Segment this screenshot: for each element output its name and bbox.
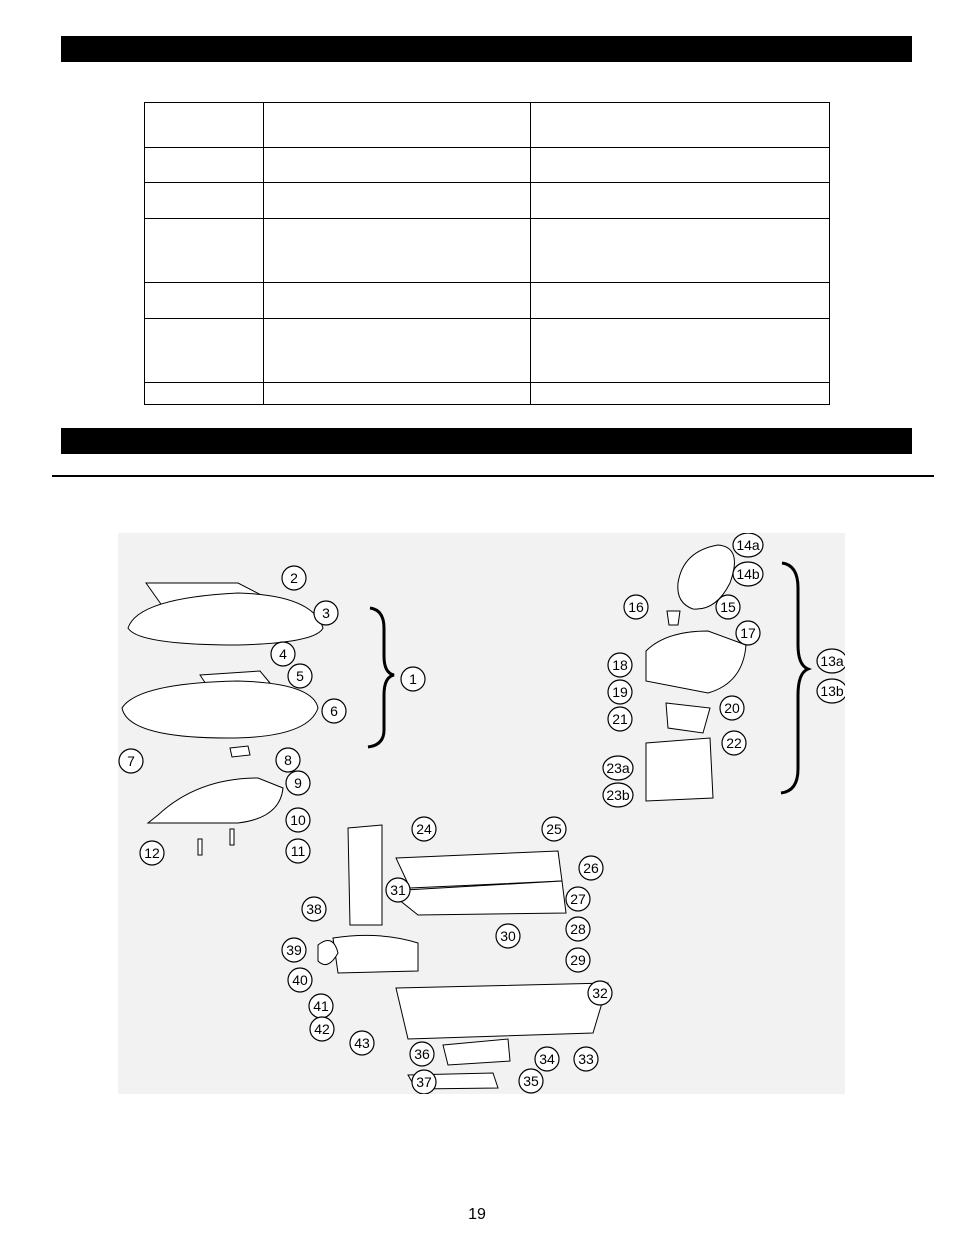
spec-table-row	[145, 148, 830, 183]
header-bar-middle	[61, 428, 912, 454]
spec-table-cell	[145, 383, 264, 405]
spec-table-cell	[531, 148, 830, 183]
spec-table-cell	[264, 148, 531, 183]
spec-table-cell	[145, 283, 264, 319]
column-base-part	[333, 935, 418, 973]
top-cover-part	[128, 593, 323, 645]
callout-label: 37	[416, 1074, 432, 1090]
callout-label: 19	[612, 684, 628, 700]
spec-table-cell	[531, 183, 830, 219]
callout-label: 13b	[820, 683, 844, 699]
circuit-housing-part	[122, 681, 318, 738]
callout-label: 14b	[736, 566, 760, 582]
section-divider	[52, 475, 934, 477]
callout-label: 24	[416, 821, 432, 837]
spec-table-cell	[145, 219, 264, 283]
callout-label: 22	[726, 735, 742, 751]
callout-label: 14a	[736, 537, 760, 553]
pin-part	[230, 829, 234, 845]
callout-label: 2	[290, 570, 298, 586]
callout-label: 35	[523, 1073, 539, 1089]
exploded-parts-diagram	[118, 533, 845, 1094]
callout-label: 5	[296, 668, 304, 684]
spec-table-cell	[145, 319, 264, 383]
callout-label: 42	[314, 1021, 330, 1037]
column-bracket-part	[646, 738, 713, 801]
spec-table-cell	[264, 103, 531, 148]
spec-table-cell	[531, 103, 830, 148]
spec-table-row	[145, 383, 830, 405]
callout-label: 23b	[606, 787, 630, 803]
callout-label: 30	[500, 928, 516, 944]
spec-table-cell	[264, 319, 531, 383]
diagram-svg	[118, 533, 845, 1094]
spec-table-row	[145, 103, 830, 148]
spec-table	[144, 102, 830, 405]
callout-label: 9	[294, 775, 302, 791]
callout-label: 10	[290, 812, 306, 828]
callout-label: 34	[539, 1051, 555, 1067]
column-tube-part	[348, 825, 382, 925]
spec-table-row	[145, 219, 830, 283]
callout-label: 8	[284, 752, 292, 768]
callout-label: 16	[628, 599, 644, 615]
callout-label: 11	[290, 843, 306, 859]
callout-label: 33	[578, 1051, 594, 1067]
spec-table-row	[145, 183, 830, 219]
spec-table-cell	[531, 283, 830, 319]
spec-table-cell	[264, 183, 531, 219]
bearing-part	[666, 703, 710, 733]
brace-left	[368, 608, 394, 747]
callout-label: 43	[354, 1035, 370, 1051]
spec-table-cell	[531, 319, 830, 383]
callout-label: 27	[570, 891, 586, 907]
callout-label: 17	[740, 625, 756, 641]
connector-plate-part	[230, 746, 250, 757]
spec-table-cell	[531, 219, 830, 283]
spec-table-cell	[145, 148, 264, 183]
callout-label: 26	[583, 860, 599, 876]
brace-right	[781, 563, 808, 793]
spec-table-cell	[531, 383, 830, 405]
callout-label: 31	[390, 882, 406, 898]
callout-label: 36	[414, 1046, 430, 1062]
callout-label: 38	[306, 901, 322, 917]
callout-label: 18	[612, 657, 628, 673]
callout-label: 13a	[820, 653, 844, 669]
callout-label: 29	[570, 952, 586, 968]
callout-label: 15	[720, 599, 736, 615]
bottom-bracket-part	[443, 1039, 510, 1065]
knob-part	[667, 611, 680, 625]
callout-label: 20	[724, 700, 740, 716]
spec-table-cell	[145, 103, 264, 148]
callout-label: 1	[409, 671, 417, 687]
callout-label: 12	[144, 845, 160, 861]
spec-table-row	[145, 319, 830, 383]
callout-label: 41	[313, 998, 329, 1014]
callout-label: 23a	[606, 760, 630, 776]
callout-label: 3	[322, 605, 330, 621]
header-bar-top	[61, 36, 912, 62]
page-number: 19	[468, 1206, 486, 1223]
callout-label: 40	[292, 972, 308, 988]
base-housing-part	[148, 778, 283, 823]
callout-label: 4	[279, 646, 287, 662]
callout-label: 32	[592, 985, 608, 1001]
spec-table-cell	[145, 183, 264, 219]
spec-table-cell	[264, 283, 531, 319]
spec-table-cell	[264, 383, 531, 405]
callout-label: 6	[330, 703, 338, 719]
callout-label: 25	[546, 821, 562, 837]
spec-table-row	[145, 283, 830, 319]
callout-label: 39	[286, 942, 302, 958]
callout-label: 28	[570, 921, 586, 937]
head-mount-part	[646, 631, 746, 693]
spec-table-cell	[264, 219, 531, 283]
base-tray-part	[396, 983, 608, 1039]
pin-part	[198, 839, 202, 855]
callout-label: 7	[127, 753, 135, 769]
callout-label: 21	[612, 711, 628, 727]
